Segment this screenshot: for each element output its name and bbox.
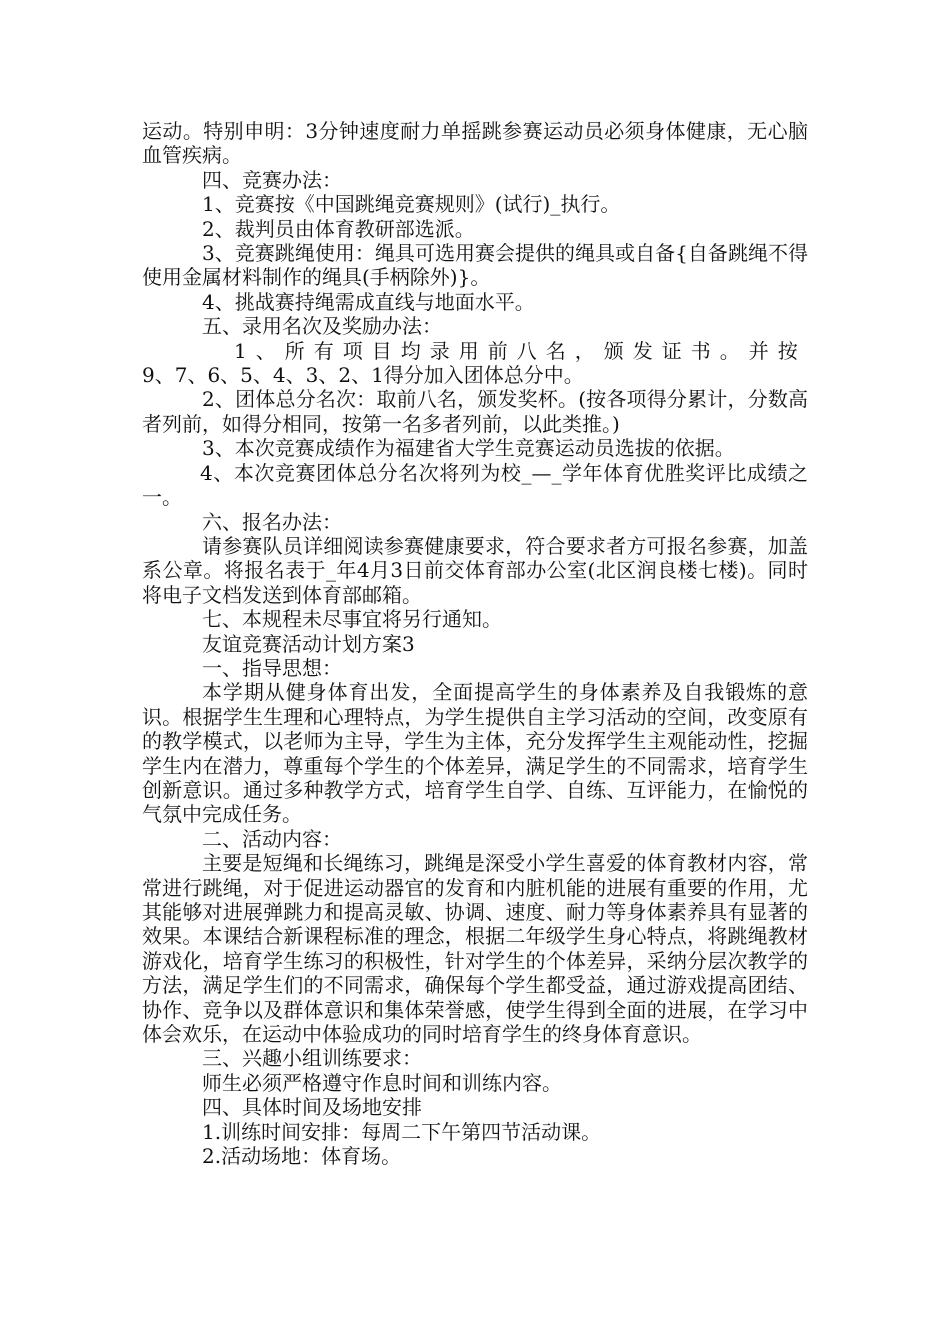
paragraph: 师生必须严格遵守作息时间和训练内容。 — [202, 1070, 562, 1095]
section-heading: 三、兴趣小组训练要求： — [202, 1046, 422, 1071]
section-heading: 四、具体时间及场地安排 — [202, 1095, 422, 1120]
section-heading: 六、报名办法： — [202, 509, 342, 534]
list-item: 4、本次竞赛团体总分名次将列为校_—_学年体育优胜奖评比成绩之一。 — [142, 460, 808, 510]
list-item: 3、竞赛跳绳使用：绳具可选用赛会提供的绳具或自备{自备跳绳不得使用金属材料制作的绳具(手柄除外)}。 — [142, 241, 808, 290]
document-body — [142, 119, 808, 1168]
paragraph: 运动。特别申明：3分钟速度耐力单摇跳参赛运动员必须身体健康，无心脑血管疾病。 — [142, 119, 808, 168]
section-heading: 四、竞赛办法： — [202, 167, 342, 192]
list-item: 1、竞赛按《中国跳绳竞赛规则》(试行)_执行。 — [202, 192, 621, 217]
list-item: 2.活动场地：体育场。 — [202, 1144, 402, 1169]
list-item: 1、所有项目均录用前八名，颁发证书。并按 — [234, 338, 807, 363]
paragraph: 主要是短绳和长绳练习，跳绳是深受小学生喜爱的体育教材内容，常常进行跳绳，对于促进运动器官的发育和内脏机能的进展有重要的作用，尤其能够对进展弹跳力和提高灵敏、协调、速度、耐力等身体素养具有显著的效果。本课结合新课程标准的理念，根据二年级学生身心特点，将跳绳教材游戏化，培育学生练习的积极性，针对学生的个体差异，采纳分层次教学的方法，满足学生们的不同需求，确保每个学生都受益，通过游戏提高团结、协作、竞争以及群体意识和集体荣誉感，使学生得到全面的进展，在学习中体会欢乐，在运动中体验成功的同时培育学生的终身体育意识。 — [142, 851, 808, 1047]
document-title: 友谊竞赛活动计划方案3 — [202, 631, 415, 656]
list-item: 1.训练时间安排：每周二下午第四节活动课。 — [202, 1119, 602, 1144]
section-heading: 五、录用名次及奖励办法： — [202, 314, 442, 339]
list-item: 3、本次竞赛成绩作为福建省大学生竞赛运动员选拔的依据。 — [202, 436, 735, 461]
section-heading: 一、指导思想： — [202, 655, 342, 680]
section-heading: 七、本规程未尽事宜将另行通知。 — [202, 607, 502, 632]
section-heading: 二、活动内容： — [202, 826, 342, 851]
list-item: 4、挑战赛持绳需成直线与地面水平。 — [202, 289, 535, 314]
paragraph: 请参赛队员详细阅读参赛健康要求，符合要求者方可报名参赛，加盖系公章。将报名表于_年4月3日前交体育部办公室(北区润良楼七楼)。同时将电子文档发送到体育部邮箱。 — [142, 533, 808, 607]
paragraph: 9、7、6、5、4、3、2、1得分加入团体总分中。 — [142, 363, 584, 388]
paragraph: 本学期从健身体育出发，全面提高学生的身体素养及自我锻炼的意识。根据学生生理和心理特点，为学生提供自主学习活动的空间，改变原有的教学模式，以老师为主导，学生为主体，充分发挥学生主观能动性，挖掘学生内在潜力，尊重每个学生的个体差异，满足学生的不同需求，培育学生创新意识。通过多种教学方式，培育学生自学、自练、互评能力，在愉悦的气氛中完成任务。 — [142, 680, 808, 827]
list-item: 2、裁判员由体育教研部选派。 — [202, 216, 475, 241]
list-item: 2、团体总分名次：取前八名，颁发奖杯。(按各项得分累计，分数高者列前，如得分相同，按第一名多者列前，以此类推。) — [142, 387, 808, 436]
